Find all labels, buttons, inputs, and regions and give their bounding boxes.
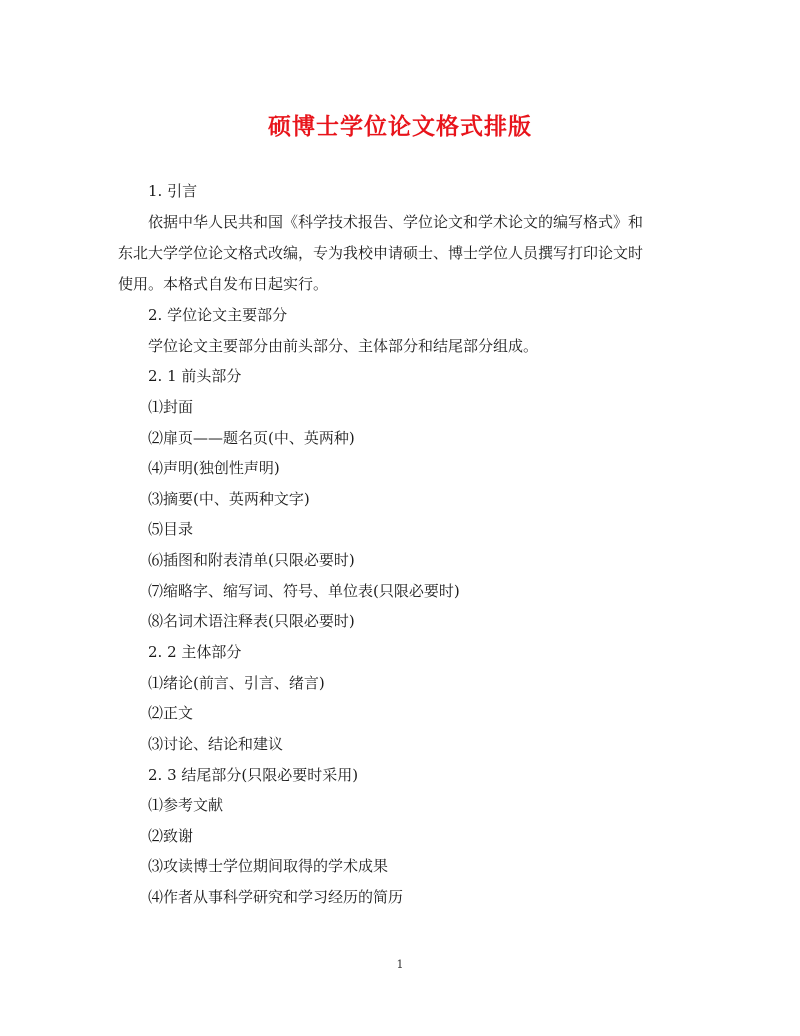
list-item: ⑷作者从事科学研究和学习经历的简历 <box>148 888 404 906</box>
list-item: ⑶摘要(中、英两种文字) <box>148 490 310 508</box>
list-item: ⑵扉页——题名页(中、英两种) <box>148 429 355 447</box>
list-item: ⑴参考文献 <box>148 796 224 814</box>
paragraph-line: 依据中华人民共和国《科学技术报告、学位论文和学术论文的编写格式》和 <box>148 213 644 231</box>
list-item: ⑹插图和附表清单(只限必要时) <box>148 551 355 569</box>
section-heading-introduction: 1. 引言 <box>148 182 198 200</box>
list-item: ⑷声明(独创性声明) <box>148 459 280 477</box>
page-number: 1 <box>396 958 404 971</box>
document-title: 硕博士学位论文格式排版 <box>268 113 532 140</box>
subsection-heading-back-matter: 2. 3 结尾部分(只限必要时采用) <box>148 766 359 784</box>
list-item: ⑴绪论(前言、引言、绪言) <box>148 674 325 692</box>
subsection-heading-body: 2. 2 主体部分 <box>148 643 242 661</box>
list-item: ⑻名词术语注释表(只限必要时) <box>148 612 355 630</box>
paragraph-line: 使用。本格式自发布日起实行。 <box>118 275 329 293</box>
list-item: ⑴封面 <box>148 398 194 416</box>
section-heading-main-parts: 2. 学位论文主要部分 <box>148 306 288 324</box>
list-item: ⑸目录 <box>148 520 194 538</box>
list-item: ⑵正文 <box>148 704 194 722</box>
list-item: ⑺缩略字、缩写词、符号、单位表(只限必要时) <box>148 582 460 600</box>
list-item: ⑶攻读博士学位期间取得的学术成果 <box>148 857 389 875</box>
paragraph-line: 学位论文主要部分由前头部分、主体部分和结尾部分组成。 <box>148 337 539 355</box>
list-item: ⑶讨论、结论和建议 <box>148 735 284 753</box>
subsection-heading-front-matter: 2. 1 前头部分 <box>148 367 242 385</box>
paragraph-line: 东北大学学位论文格式改编，专为我校申请硕士、博士学位人员撰写打印论文时 <box>118 244 644 262</box>
list-item: ⑵致谢 <box>148 827 194 845</box>
